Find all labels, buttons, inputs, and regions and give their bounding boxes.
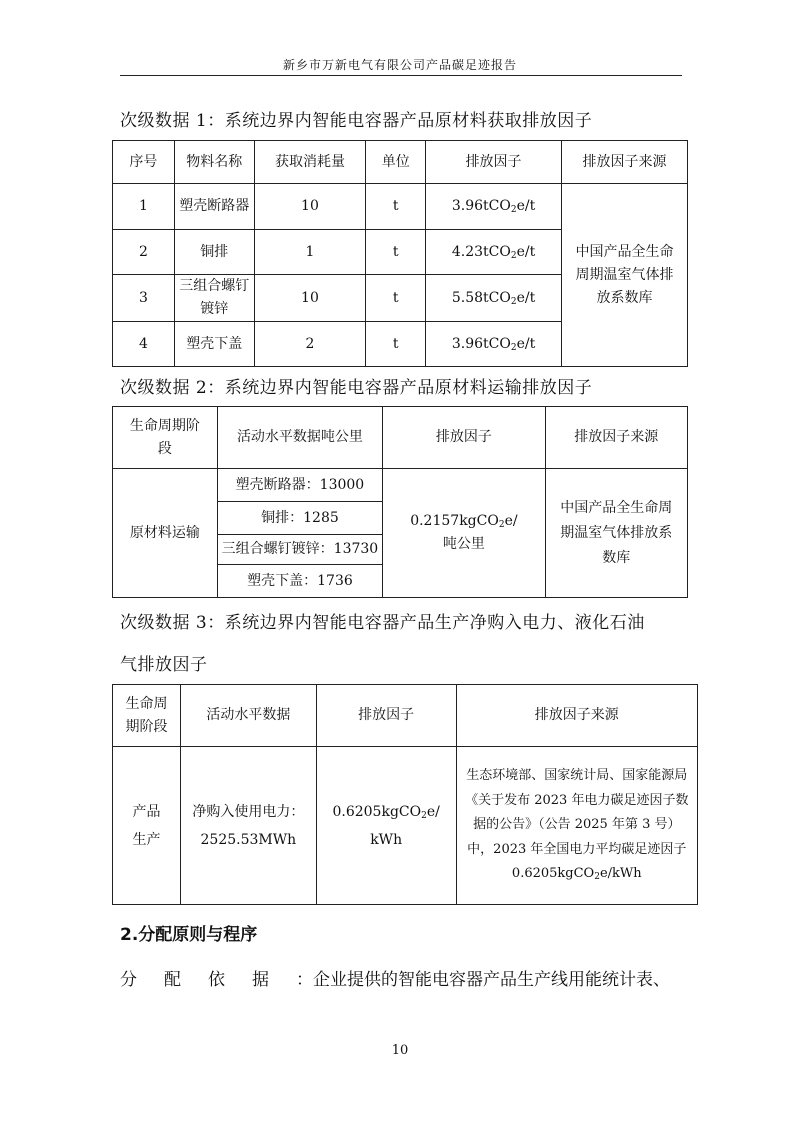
transport-table (112, 406, 688, 598)
row-no: 2 (113, 230, 175, 275)
col-ef: 排放因子 (383, 407, 545, 469)
row-no: 4 (113, 322, 175, 367)
row-material: 塑壳下盖 (174, 322, 254, 367)
row-material: 铜排 (174, 230, 254, 275)
row-no: 1 (113, 184, 175, 230)
col-unit: 单位 (366, 141, 426, 184)
row-unit: t (366, 322, 426, 367)
header-divider (120, 75, 682, 76)
row-ef: 5.58tCO$_2$e/t (426, 275, 562, 322)
activity-item: 三组合螺钉镀锌：13730 (217, 535, 383, 565)
col-activity: 活动水平数据 (180, 685, 316, 747)
paragraph-lead: 分配依据 (120, 970, 296, 990)
row-ef: 3.96tCO$_2$e/t (426, 184, 562, 230)
col-source: 排放因子来源 (545, 407, 687, 469)
raw-material-table (112, 140, 688, 367)
row-unit: t (366, 230, 426, 275)
activity-item: 塑壳下盖：1736 (217, 565, 383, 598)
row-qty: 2 (254, 322, 366, 367)
activity-item: 铜排：1285 (217, 502, 383, 535)
col-material: 物料名称 (174, 141, 254, 184)
ef-source: 生态环境部、国家统计局、国家能源局《关于发布 2023 年电力碳足迹因子数据的公告》（公告 2025 年第 3 号）中，2023 年全国电力平均碳足迹因子 0.6205kgCO$_2$e/kWh (456, 747, 697, 905)
section3-title-line1: 次级数据 3：系统边界内智能电容器产品生产净购入电力、液化石油 (120, 613, 645, 633)
activity-item: 塑壳断路器：13000 (217, 469, 383, 502)
col-stage: 生命周期阶段 (113, 407, 218, 469)
page-header: 新乡市万新电气有限公司产品碳足迹报告 (282, 58, 517, 72)
section3-title-line2: 气排放因子 (120, 655, 208, 675)
row-no: 3 (113, 275, 175, 322)
row-qty: 10 (254, 275, 366, 322)
table-row (113, 469, 688, 502)
paragraph (120, 965, 670, 990)
col-consumption: 获取消耗量 (254, 141, 366, 184)
production-table (112, 684, 698, 905)
table-row (113, 747, 698, 905)
ef-cell: 0.6205kgCO$_2$e/ kWh (316, 747, 456, 905)
section-heading: 2.分配原则与程序 (120, 925, 258, 945)
row-ef: 3.96tCO$_2$e/t (426, 322, 562, 367)
row-qty: 10 (254, 184, 366, 230)
stage-cell: 产品生产 (113, 747, 181, 905)
paragraph-text: ：企业提供的智能电容器产品生产线用能统计表、 (296, 970, 670, 990)
row-material: 塑壳断路器 (174, 184, 254, 230)
table-row (113, 184, 688, 230)
col-activity: 活动水平数据吨公里 (217, 407, 383, 469)
ef-source: 中国产品全生命周期温室气体排放系数库 (561, 184, 687, 367)
activity-cell: 净购入使用电力： 2525.53MWh (180, 747, 316, 905)
col-stage: 生命周期阶段 (113, 685, 181, 747)
col-ef: 排放因子 (316, 685, 456, 747)
col-ef: 排放因子 (426, 141, 562, 184)
section1-title: 次级数据 1：系统边界内智能电容器产品原材料获取排放因子 (120, 111, 593, 131)
col-no: 序号 (113, 141, 175, 184)
row-qty: 1 (254, 230, 366, 275)
row-unit: t (366, 184, 426, 230)
section2-title: 次级数据 2：系统边界内智能电容器产品原材料运输排放因子 (120, 378, 593, 398)
stage-cell: 原材料运输 (113, 469, 218, 598)
col-source: 排放因子来源 (561, 141, 687, 184)
page-number: 10 (391, 1043, 409, 1058)
ef-cell: 0.2157kgCO$_2$e/吨公里 (383, 469, 545, 598)
ef-source: 中国产品全生命周期温室气体排放系数库 (545, 469, 687, 598)
row-material: 三组合螺钉镀锌 (174, 275, 254, 322)
col-source: 排放因子来源 (456, 685, 697, 747)
row-ef: 4.23tCO$_2$e/t (426, 230, 562, 275)
row-unit: t (366, 275, 426, 322)
